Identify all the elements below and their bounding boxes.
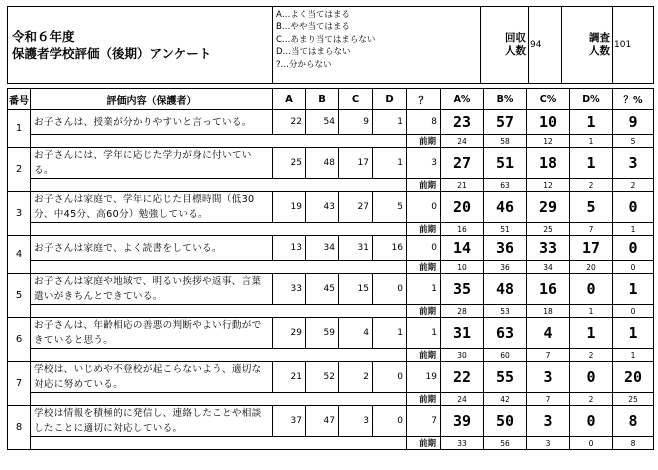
count-c: 31 — [339, 236, 373, 261]
percent-bp: 50 — [484, 406, 527, 437]
table-header-row — [8, 89, 654, 110]
count-c: 3 — [339, 406, 373, 437]
percent-dp: 0 — [570, 274, 613, 305]
previous-term-percent-pc: 7 — [527, 393, 570, 406]
count-a: 13 — [273, 236, 306, 261]
percent-cp: 3 — [527, 406, 570, 437]
count-c: 15 — [339, 274, 373, 305]
previous-term-label: 前期 — [407, 393, 441, 406]
percent-cp: 33 — [527, 236, 570, 261]
count-a: 22 — [273, 110, 306, 135]
percent-ap: 14 — [441, 236, 484, 261]
count-d: 1 — [373, 110, 407, 135]
answer-legend — [273, 7, 481, 84]
previous-term-percent-pa: 28 — [441, 305, 484, 318]
count-a: 37 — [273, 406, 306, 437]
count-a: 25 — [273, 148, 306, 179]
previous-term-spacer — [31, 437, 407, 450]
count-c: 2 — [339, 362, 373, 393]
previous-term-percent-pa: 24 — [441, 393, 484, 406]
item-number: 6 — [8, 318, 31, 362]
percent-qp: 20 — [613, 362, 654, 393]
table-row — [8, 192, 654, 223]
table-row — [8, 274, 654, 305]
previous-term-percent-pd: 2 — [570, 393, 613, 406]
percent-bp: 51 — [484, 148, 527, 179]
percent-cp: 18 — [527, 148, 570, 179]
count-q: 19 — [407, 362, 441, 393]
percent-bp: 63 — [484, 318, 527, 349]
results-table — [7, 88, 654, 450]
survey-header — [7, 6, 654, 84]
legend-item-b: B…やや当てはまる — [276, 22, 350, 33]
legend-item-c: C…あまり当てはまらない — [276, 34, 376, 45]
percent-cp: 29 — [527, 192, 570, 223]
percent-ap: 35 — [441, 274, 484, 305]
count-d: 1 — [373, 148, 407, 179]
percent-cp: 3 — [527, 362, 570, 393]
percent-ap: 22 — [441, 362, 484, 393]
item-number: 4 — [8, 236, 31, 274]
count-q: 3 — [407, 148, 441, 179]
previous-term-percent-pq: 1 — [613, 223, 654, 236]
previous-term-spacer — [31, 261, 407, 274]
previous-term-percent-pb: 56 — [484, 437, 527, 450]
col-header-c-percent: C% — [527, 89, 570, 110]
previous-term-label: 前期 — [407, 437, 441, 450]
percent-dp: 1 — [570, 318, 613, 349]
percent-dp: 1 — [570, 110, 613, 135]
previous-term-row — [8, 261, 654, 274]
previous-term-spacer — [31, 393, 407, 406]
count-a: 19 — [273, 192, 306, 223]
previous-term-percent-pc: 7 — [527, 349, 570, 362]
percent-bp: 55 — [484, 362, 527, 393]
percent-dp: 17 — [570, 236, 613, 261]
item-number: 8 — [8, 406, 31, 450]
previous-term-row — [8, 135, 654, 148]
col-header-b: B — [306, 89, 339, 110]
percent-qp: 8 — [613, 406, 654, 437]
count-b: 48 — [306, 148, 339, 179]
previous-term-percent-pa: 21 — [441, 179, 484, 192]
count-b: 43 — [306, 192, 339, 223]
count-d: 1 — [373, 318, 407, 349]
previous-term-row — [8, 305, 654, 318]
previous-term-percent-pc: 3 — [527, 437, 570, 450]
survey-title — [8, 7, 273, 84]
count-a: 29 — [273, 318, 306, 349]
table-row — [8, 406, 654, 437]
previous-term-percent-pb: 51 — [484, 223, 527, 236]
percent-bp: 46 — [484, 192, 527, 223]
col-header-c: C — [339, 89, 373, 110]
col-header-no: 番号 — [8, 89, 31, 110]
percent-dp: 5 — [570, 192, 613, 223]
returned-count-value: 94 — [529, 7, 562, 84]
table-row — [8, 110, 654, 135]
previous-term-spacer — [31, 305, 407, 318]
table-row — [8, 362, 654, 393]
previous-term-row — [8, 437, 654, 450]
count-b: 59 — [306, 318, 339, 349]
previous-term-label: 前期 — [407, 179, 441, 192]
count-d: 0 — [373, 406, 407, 437]
item-question: お子さんは家庭で、学年に応じた目標時間（低30分、中45分、高60分）勉強している。 — [31, 192, 273, 223]
count-q: 1 — [407, 274, 441, 305]
previous-term-percent-pb: 60 — [484, 349, 527, 362]
percent-ap: 23 — [441, 110, 484, 135]
table-row — [8, 148, 654, 179]
previous-term-percent-pb: 63 — [484, 179, 527, 192]
col-header-a-percent: A% — [441, 89, 484, 110]
table-row — [8, 318, 654, 349]
count-c: 9 — [339, 110, 373, 135]
count-b: 52 — [306, 362, 339, 393]
percent-qp: 1 — [613, 318, 654, 349]
previous-term-spacer — [31, 179, 407, 192]
percent-cp: 4 — [527, 318, 570, 349]
previous-term-percent-pd: 1 — [570, 135, 613, 148]
item-question: 学校は情報を積極的に発信し、連絡したことや相談したことに適切に対応している。 — [31, 406, 273, 437]
previous-term-spacer — [31, 223, 407, 236]
percent-dp: 0 — [570, 406, 613, 437]
previous-term-row — [8, 179, 654, 192]
count-a: 21 — [273, 362, 306, 393]
previous-term-label: 前期 — [407, 349, 441, 362]
previous-term-percent-pb: 36 — [484, 261, 527, 274]
previous-term-label: 前期 — [407, 135, 441, 148]
count-b: 34 — [306, 236, 339, 261]
previous-term-percent-pd: 1 — [570, 305, 613, 318]
item-question: 学校は、いじめや不登校が起こらないよう、適切な対応に努めている。 — [31, 362, 273, 393]
item-question: お子さんは家庭や地域で、明るい挨拶や返事、言葉遣いがきちんとできている。 — [31, 274, 273, 305]
percent-dp: 1 — [570, 148, 613, 179]
percent-ap: 20 — [441, 192, 484, 223]
legend-item-unknown: ?…分からない — [276, 59, 332, 70]
count-b: 54 — [306, 110, 339, 135]
percent-bp: 48 — [484, 274, 527, 305]
previous-term-label: 前期 — [407, 305, 441, 318]
previous-term-percent-pq: 25 — [613, 393, 654, 406]
col-header-b-percent: B% — [484, 89, 527, 110]
count-d: 16 — [373, 236, 407, 261]
item-question: お子さんは家庭で、よく読書をしている。 — [31, 236, 273, 261]
previous-term-percent-pq: 5 — [613, 135, 654, 148]
col-header-unknown-percent: ？% — [613, 89, 654, 110]
item-number: 5 — [8, 274, 31, 318]
previous-term-percent-pb: 42 — [484, 393, 527, 406]
previous-term-percent-pa: 16 — [441, 223, 484, 236]
previous-term-percent-pa: 24 — [441, 135, 484, 148]
previous-term-row — [8, 393, 654, 406]
item-question: お子さんには、学年に応じた学力が身に付いている。 — [31, 148, 273, 179]
previous-term-percent-pd: 7 — [570, 223, 613, 236]
count-c: 17 — [339, 148, 373, 179]
previous-term-percent-pq: 0 — [613, 305, 654, 318]
count-d: 0 — [373, 274, 407, 305]
percent-ap: 27 — [441, 148, 484, 179]
percent-qp: 0 — [613, 236, 654, 261]
percent-dp: 0 — [570, 362, 613, 393]
returned-count-label: 回収 人数 — [481, 7, 529, 84]
previous-term-percent-pb: 58 — [484, 135, 527, 148]
count-q: 0 — [407, 236, 441, 261]
percent-cp: 10 — [527, 110, 570, 135]
percent-ap: 31 — [441, 318, 484, 349]
table-row — [8, 236, 654, 261]
previous-term-percent-pc: 12 — [527, 179, 570, 192]
item-number: 3 — [8, 192, 31, 236]
item-question: お子さんは、授業が分かりやすいと言っている。 — [31, 110, 273, 135]
count-q: 1 — [407, 318, 441, 349]
count-b: 45 — [306, 274, 339, 305]
col-header-a: A — [273, 89, 306, 110]
surveyed-count-label: 調査 人数 — [562, 7, 613, 84]
percent-qp: 1 — [613, 274, 654, 305]
surveyed-count-value: 101 — [613, 7, 654, 84]
previous-term-percent-pa: 10 — [441, 261, 484, 274]
legend-item-d: D…当てはまらない — [276, 47, 351, 58]
count-c: 27 — [339, 192, 373, 223]
count-q: 0 — [407, 192, 441, 223]
count-b: 47 — [306, 406, 339, 437]
item-number: 1 — [8, 110, 31, 148]
item-number: 2 — [8, 148, 31, 192]
previous-term-percent-pd: 2 — [570, 349, 613, 362]
previous-term-percent-pc: 34 — [527, 261, 570, 274]
previous-term-percent-pq: 1 — [613, 349, 654, 362]
previous-term-percent-pc: 25 — [527, 223, 570, 236]
previous-term-spacer — [31, 349, 407, 362]
count-a: 33 — [273, 274, 306, 305]
count-d: 0 — [373, 362, 407, 393]
previous-term-percent-pd: 20 — [570, 261, 613, 274]
previous-term-percent-pq: 8 — [613, 437, 654, 450]
previous-term-label: 前期 — [407, 223, 441, 236]
title-line-1: 令和６年度 — [12, 29, 75, 44]
previous-term-percent-pc: 18 — [527, 305, 570, 318]
count-q: 7 — [407, 406, 441, 437]
previous-term-spacer — [31, 135, 407, 148]
previous-term-percent-pb: 53 — [484, 305, 527, 318]
previous-term-percent-pq: 2 — [613, 179, 654, 192]
col-header-content: 評価内容（保護者） — [31, 89, 273, 110]
percent-qp: 0 — [613, 192, 654, 223]
previous-term-percent-pd: 2 — [570, 179, 613, 192]
col-header-d: D — [373, 89, 407, 110]
percent-qp: 9 — [613, 110, 654, 135]
percent-qp: 3 — [613, 148, 654, 179]
previous-term-percent-pa: 30 — [441, 349, 484, 362]
percent-bp: 36 — [484, 236, 527, 261]
previous-term-percent-pa: 33 — [441, 437, 484, 450]
col-header-unknown: ？ — [407, 89, 441, 110]
percent-bp: 57 — [484, 110, 527, 135]
count-q: 8 — [407, 110, 441, 135]
previous-term-row — [8, 223, 654, 236]
percent-ap: 39 — [441, 406, 484, 437]
legend-item-a: A…よく当てはまる — [276, 10, 350, 20]
previous-term-label: 前期 — [407, 261, 441, 274]
item-question: お子さんは、年齢相応の善悪の判断やよい行動ができていると思う。 — [31, 318, 273, 349]
count-d: 5 — [373, 192, 407, 223]
item-number: 7 — [8, 362, 31, 406]
previous-term-percent-pc: 12 — [527, 135, 570, 148]
col-header-d-percent: D% — [570, 89, 613, 110]
previous-term-row — [8, 349, 654, 362]
title-line-2: 保護者学校評価（後期）アンケート — [12, 46, 212, 61]
previous-term-percent-pd: 0 — [570, 437, 613, 450]
percent-cp: 16 — [527, 274, 570, 305]
count-c: 4 — [339, 318, 373, 349]
previous-term-percent-pq: 0 — [613, 261, 654, 274]
